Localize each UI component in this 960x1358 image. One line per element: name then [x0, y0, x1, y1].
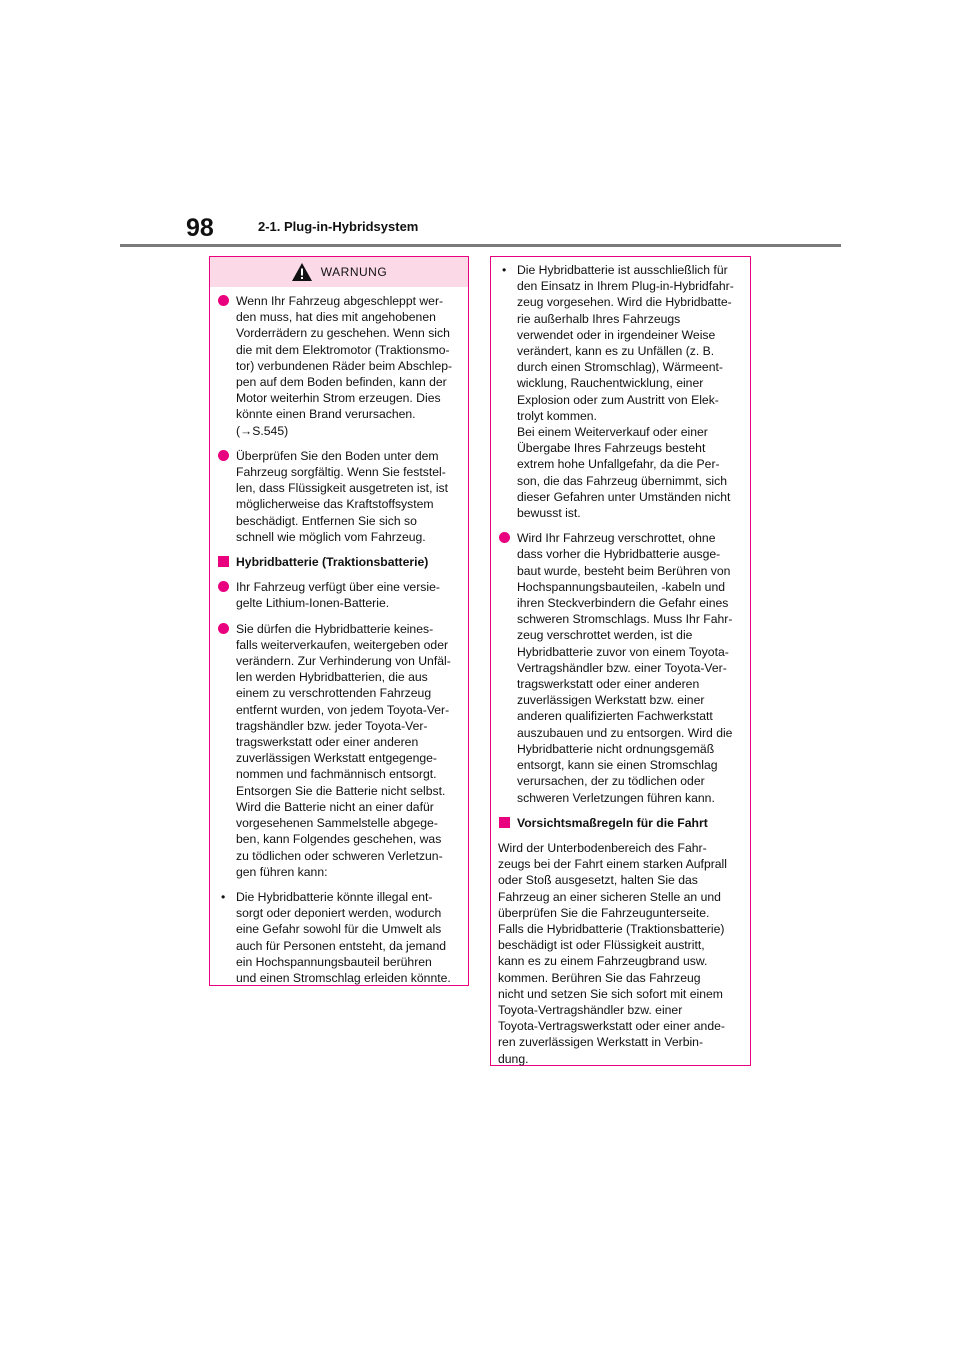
warning-triangle-icon: [291, 262, 313, 282]
warning-box-left: [209, 256, 469, 986]
paragraph-towing: Wenn Ihr Fahrzeug abgeschleppt wer- den muss, hat dies mit angehobenen Vorderrädern zu geschehen. Wenn sich die mit dem Elektromotor (Traktionsmo- tor) verbundenen Räder beim Abschlep- pen auf dem Boden befinden, kann der Motor weiterhin Strom erzeugen. Dies könnte einen Brand verursachen. (→S.545): [217, 293, 460, 439]
paragraph-exclusive-use: • Die Hybridbatterie ist ausschließlich für den Einsatz in Ihrem Plug-in-Hybridfahr- zeug vorgesehen. Wird die Hybridbatte- rie außerhalb Ihres Fahrzeugs verwendet oder in irgendeiner Weise verändert, kann es zu Unfällen (z. B. durch einen Stromschlag), Wärmeent- wicklung, Rauchentwicklung, einer Explosion oder zum Austritt von Elek- trolyt kommen. Bei einem Weiterverkauf oder einer Übergabe Ihres Fahrzeugs besteht extrem hohe Unfallgefahr, da die Per- son, die das Fahrzeug übernimmt, sich dieser Gefahren unter Umständen nicht bewusst ist.: [498, 262, 742, 521]
paragraph-lithium-ion: Ihr Fahrzeug verfügt über eine versie- gelte Lithium-Ionen-Batterie.: [217, 579, 460, 611]
warning-content-left: [210, 287, 468, 1003]
page-number: 98: [186, 214, 214, 242]
warning-box-right: [490, 256, 751, 1066]
header-rule: [120, 244, 841, 247]
paragraph-scrapping: Wird Ihr Fahrzeug verschrottet, ohne dass vorher die Hybridbatterie ausge- baut wurde, besteht beim Berühren von Hochspannungsbauteilen, -kabeln und ihren Steckverbindern die Gefahr eines schweren Stromschlags. Muss Ihr Fahr- zeug verschrottet werden, ist die Hybridbatterie zuvor von einem Toyota- Vertragshändler bzw. einer Toyota-Ver- tragswerkstatt oder einer anderen zuverlässigen Werkstatt bzw. einer anderen qualifizierten Fachwerkstatt auszubauen und zu entsorgen. Wird die Hybridbatterie nicht ordnungsgemäß entsorgt, kann sie einen Stromschlag verursachen, der zu tödlichen oder schweren Verletzungen führen kann.: [498, 530, 742, 805]
paragraph-do-not-sell: Sie dürfen die Hybridbatterie keines- falls weiterverkaufen, weitergeben oder verändern. Zur Verhinderung von Unfäl- len werden Hybridbatterien, die aus einem zu verschrottenden Fahrzeug entfernt wurden, von jedem Toyota-Ver- tragshändler bzw. jeder Toyota-Ver- tragswerkstatt oder einer anderen zuverlässigen Werkstatt entgegenge- nommen und fachmännisch entsorgt. Entsorgen Sie die Batterie nicht selbst. Wird die Batterie nicht an einer dafür vorgesehenen Sammelstelle abgege- ben, kann Folgendes geschehen, was zu tödlichen oder schweren Verletzun- gen führen kann:: [217, 621, 460, 880]
warning-content-right: [491, 257, 750, 1084]
warning-header: [210, 257, 468, 287]
paragraph-illegal-disposal: • Die Hybridbatterie könnte illegal ent- sorgt oder deponiert werden, wodurch eine Gefahr sowohl für die Umwelt als auch für Personen entsteht, da jemand ein Hochspannungsbauteil berühren und einen Stromschlag erleiden könnte.: [217, 889, 460, 986]
paragraph-underbody-impact: Wird der Unterbodenbereich des Fahr- zeugs bei der Fahrt einem starken Aufprall oder Stoß ausgesetzt, halten Sie das Fahrzeug an einer sicheren Stelle an und überprüfen Sie die Fahrzeugunterseite. Falls die Hybridbatterie (Traktionsbatterie) beschädigt ist oder Flüssigkeit austritt, kann es zu einem Fahrzeugbrand usw. kommen. Berühren Sie das Fahrzeug nicht und setzen Sie sich sofort mit einem Toyota-Vertragshändler bzw. einer Toyota-Vertragswerkstatt oder einer ande- ren zuverlässigen Werkstatt in Verbin- dung.: [498, 840, 727, 1066]
section-title: 2-1. Plug-in-Hybridsystem: [258, 219, 419, 234]
paragraph-check-ground: Überprüfen Sie den Boden unter dem Fahrzeug sorgfältig. Wenn Sie feststel- len, dass Flüssigkeit ausgetreten ist, ist möglicherweise das Kraftstoffsystem beschädigt. Entfernen Sie sich so schnell wie möglich vom Fahrzeug.: [217, 448, 460, 545]
heading-hybrid-battery: Hybridbatterie (Traktionsbatterie): [217, 554, 460, 570]
heading-driving-precautions: Vorsichtsmaßregeln für die Fahrt: [498, 815, 742, 831]
warning-title: WARNUNG: [320, 265, 388, 279]
